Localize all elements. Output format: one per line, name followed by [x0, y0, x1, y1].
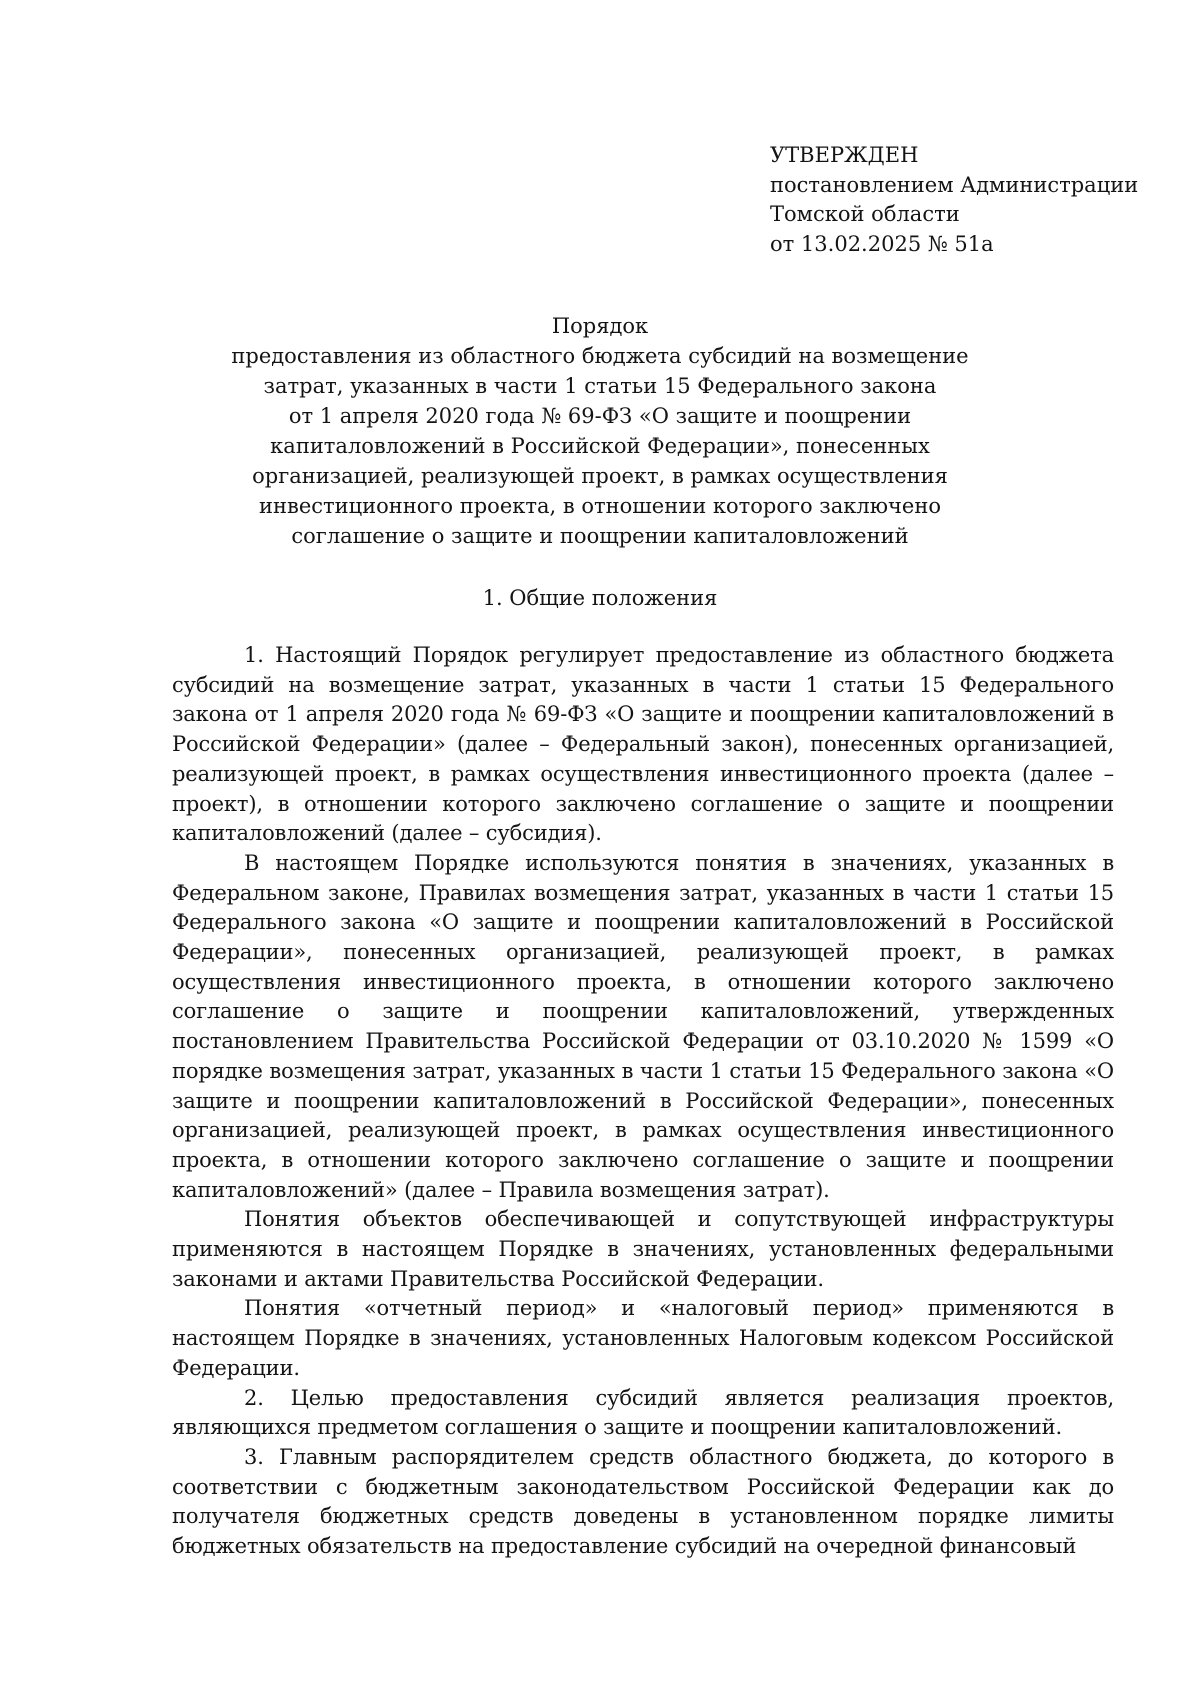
paragraph: 2. Целью предоставления субсидий является реализация проектов, являющихся предметом соглашения о защите и поощрении капиталовложений.: [172, 1385, 1114, 1440]
document-body: [172, 641, 1114, 1562]
title-heading: Порядок: [551, 314, 649, 338]
approval-block: [770, 141, 1180, 259]
paragraph: 3. Главным распорядителем средств областного бюджета, до которого в соответствии с бюджетным законодательством Российской Федерации как до получателя бюджетных средств доведены в установленном порядке лимиты бюджетных обязательств на предоставление субсидий на очередной финансовый: [172, 1444, 1114, 1559]
approval-line: постановлением Администрации: [770, 172, 1139, 197]
paragraph: Понятия объектов обеспечивающей и сопутствующей инфраструктуры применяются в настоящем Порядке в значениях, установленных федеральными законами и актами Правительства Российской Федерации.: [172, 1207, 1114, 1291]
approval-line: Томской области: [770, 202, 960, 226]
title-line: организацией, реализующей проект, в рамках осуществления: [252, 464, 948, 488]
title-line: от 1 апреля 2020 года № 69-ФЗ «О защите и поощрении: [288, 404, 912, 428]
title-line: соглашение о защите и поощрении капиталовложений: [291, 524, 909, 548]
paragraph: Понятия «отчетный период» и «налоговый период» применяются в настоящем Порядке в значениях, установленных Налоговым кодексом Российской Федерации.: [172, 1296, 1114, 1380]
title-line: инвестиционного проекта, в отношении которого заключено: [259, 494, 941, 518]
document-title: [200, 311, 1000, 551]
title-line: предоставления из областного бюджета субсидий на возмещение: [231, 344, 969, 368]
paragraph: В настоящем Порядке используются понятия в значениях, указанных в Федеральном законе, Правилах возмещения затрат, указанных в части 1 статьи 15 Федерального закона «О защите и поощрении капиталовложений в Российской Федерации», понесенных организацией, реализующей проект, в рамках осуществления инвестиционного проекта, в отношении которого заключено соглашение о защите и поощрении капиталовложений, утвержденных постановлением Правительства Российской Федерации от 03.10.2020 № 1599 «О порядке возмещения затрат, указанных в части 1 статьи 15 Федерального закона «О защите и поощрении капиталовложений в Российской Федерации», понесенных организацией, реализующей проект, в рамках осуществления инвестиционного проекта, в отношении которого заключено соглашение о защите и поощрении капиталовложений» (далее – Правила возмещения затрат).: [172, 850, 1114, 1202]
title-line: капиталовложений в Российской Федерации», понесенных: [270, 434, 930, 458]
title-line: затрат, указанных в части 1 статьи 15 Федерального закона: [263, 374, 937, 398]
paragraph: 1. Настоящий Порядок регулирует предоставление из областного бюджета субсидий на возмещение затрат, указанных в части 1 статьи 15 Федерального закона от 1 апреля 2020 года № 69-ФЗ «О защите и поощрении капиталовложений в Российской Федерации» (далее – Федеральный закон), понесенных организацией, реализующей проект, в рамках осуществления инвестиционного проекта (далее – проект), в отношении которого заключено соглашение о защите и поощрении капиталовложений (далее – субсидия).: [172, 643, 1114, 846]
approval-status: УТВЕРЖДЕН: [770, 143, 919, 167]
approval-date-number: от 13.02.2025 № 51а: [770, 231, 994, 256]
section-heading: 1. Общие положения: [482, 586, 718, 610]
